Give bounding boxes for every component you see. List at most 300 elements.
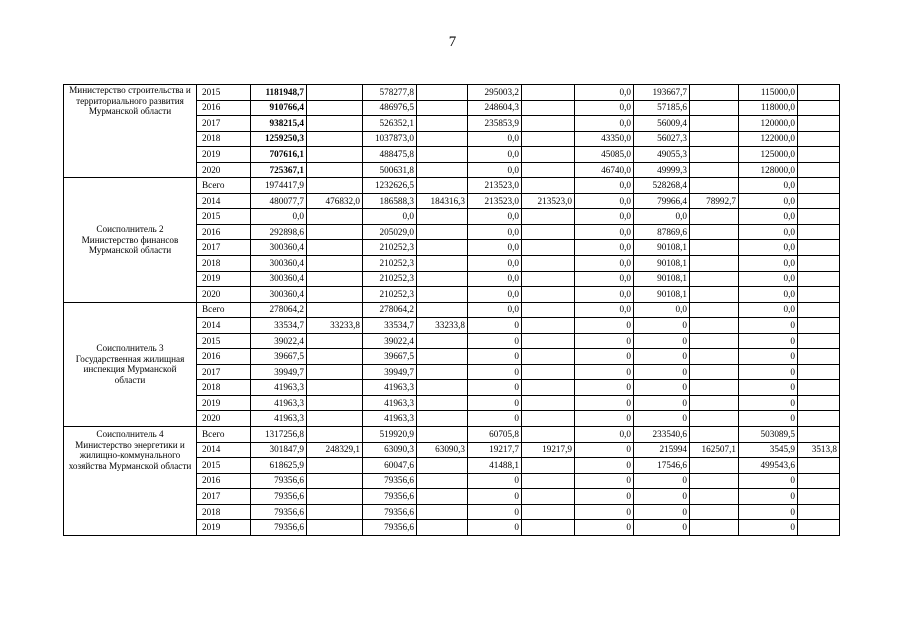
value-cell-c7: 0,0: [575, 178, 634, 194]
value-cell-c8: 0,0: [634, 302, 690, 318]
value-cell-c10: 0: [739, 504, 798, 520]
value-cell-c5: 0: [468, 333, 522, 349]
value-cell-c1: 79356,6: [251, 520, 307, 536]
value-cell-c4: [417, 116, 468, 132]
value-cell-c1: 300360,4: [251, 287, 307, 303]
value-cell-c11: [798, 256, 840, 272]
value-cell-c11: [798, 85, 840, 101]
value-cell-c10: 0: [739, 318, 798, 334]
year-cell: Всего: [197, 302, 251, 318]
value-cell-c4: [417, 504, 468, 520]
value-cell-c3: 578277,8: [363, 85, 417, 101]
value-cell-c4: [417, 224, 468, 240]
value-cell-c10: 0,0: [739, 256, 798, 272]
value-cell-c10: 0,0: [739, 178, 798, 194]
value-cell-c7: 0,0: [575, 240, 634, 256]
value-cell-c3: 210252,3: [363, 240, 417, 256]
executor-cell: Соисполнитель 3 Государственная жилищная инспекция Мурманской области: [64, 302, 197, 426]
value-cell-c2: [307, 178, 363, 194]
year-cell: 2017: [197, 489, 251, 505]
table-body: [64, 85, 840, 536]
value-cell-c11: [798, 349, 840, 365]
value-cell-c2: [307, 287, 363, 303]
value-cell-c1: 79356,6: [251, 473, 307, 489]
value-cell-c5: 295003,2: [468, 85, 522, 101]
value-cell-c11: [798, 318, 840, 334]
value-cell-c3: 39949,7: [363, 364, 417, 380]
value-cell-c4: [417, 395, 468, 411]
value-cell-c8: 49999,3: [634, 162, 690, 178]
value-cell-c2: [307, 473, 363, 489]
value-cell-c2: [307, 411, 363, 427]
value-cell-c7: 0: [575, 349, 634, 365]
value-cell-c1: 41963,3: [251, 380, 307, 396]
value-cell-c7: 46740,0: [575, 162, 634, 178]
value-cell-c10: 3545,9: [739, 442, 798, 458]
value-cell-c2: [307, 504, 363, 520]
value-cell-c3: 210252,3: [363, 271, 417, 287]
value-cell-c9: [690, 520, 739, 536]
value-cell-c11: [798, 100, 840, 116]
value-cell-c5: 248604,3: [468, 100, 522, 116]
value-cell-c6: 19217,9: [522, 442, 575, 458]
value-cell-c11: 3513,8: [798, 442, 840, 458]
value-cell-c10: 0,0: [739, 302, 798, 318]
value-cell-c9: [690, 427, 739, 443]
year-cell: 2015: [197, 85, 251, 101]
value-cell-c5: 0: [468, 489, 522, 505]
value-cell-c4: [417, 162, 468, 178]
value-cell-c1: 618625,9: [251, 458, 307, 474]
value-cell-c5: 0,0: [468, 162, 522, 178]
year-cell: 2015: [197, 333, 251, 349]
value-cell-c11: [798, 520, 840, 536]
year-cell: 2018: [197, 504, 251, 520]
value-cell-c3: 63090,3: [363, 442, 417, 458]
value-cell-c11: [798, 209, 840, 225]
value-cell-c7: 0: [575, 333, 634, 349]
value-cell-c6: [522, 427, 575, 443]
value-cell-c7: 0,0: [575, 271, 634, 287]
value-cell-c4: [417, 411, 468, 427]
value-cell-c9: [690, 240, 739, 256]
value-cell-c5: 0,0: [468, 209, 522, 225]
year-cell: 2019: [197, 271, 251, 287]
year-cell: 2017: [197, 116, 251, 132]
value-cell-c10: 128000,0: [739, 162, 798, 178]
value-cell-c11: [798, 193, 840, 209]
value-cell-c11: [798, 380, 840, 396]
value-cell-c4: [417, 100, 468, 116]
value-cell-c7: 0: [575, 395, 634, 411]
value-cell-c9: [690, 364, 739, 380]
value-cell-c5: 0: [468, 364, 522, 380]
value-cell-c11: [798, 287, 840, 303]
value-cell-c6: [522, 318, 575, 334]
value-cell-c2: [307, 333, 363, 349]
value-cell-c11: [798, 178, 840, 194]
value-cell-c9: [690, 116, 739, 132]
value-cell-c7: 0,0: [575, 224, 634, 240]
value-cell-c8: 87869,6: [634, 224, 690, 240]
year-cell: 2018: [197, 256, 251, 272]
value-cell-c4: [417, 178, 468, 194]
value-cell-c8: 90108,1: [634, 271, 690, 287]
value-cell-c8: 0: [634, 489, 690, 505]
year-cell: Всего: [197, 178, 251, 194]
value-cell-c5: 0: [468, 395, 522, 411]
value-cell-c4: 63090,3: [417, 442, 468, 458]
value-cell-c7: 0,0: [575, 85, 634, 101]
value-cell-c11: [798, 489, 840, 505]
value-cell-c8: 0: [634, 520, 690, 536]
value-cell-c5: 0,0: [468, 224, 522, 240]
value-cell-c4: [417, 256, 468, 272]
value-cell-c3: 60047,6: [363, 458, 417, 474]
value-cell-c2: [307, 240, 363, 256]
value-cell-c11: [798, 147, 840, 163]
value-cell-c4: [417, 333, 468, 349]
value-cell-c2: [307, 256, 363, 272]
value-cell-c9: [690, 131, 739, 147]
value-cell-c11: [798, 302, 840, 318]
value-cell-c6: [522, 473, 575, 489]
value-cell-c1: 79356,6: [251, 489, 307, 505]
value-cell-c8: 0: [634, 333, 690, 349]
value-cell-c10: 503089,5: [739, 427, 798, 443]
value-cell-c5: 19217,7: [468, 442, 522, 458]
value-cell-c4: [417, 147, 468, 163]
value-cell-c4: [417, 458, 468, 474]
value-cell-c9: [690, 271, 739, 287]
value-cell-c11: [798, 271, 840, 287]
value-cell-c11: [798, 504, 840, 520]
value-cell-c10: 0,0: [739, 240, 798, 256]
value-cell-c2: [307, 349, 363, 365]
value-cell-c1: 300360,4: [251, 256, 307, 272]
value-cell-c7: 0: [575, 364, 634, 380]
value-cell-c3: 500631,8: [363, 162, 417, 178]
value-cell-c8: 0: [634, 380, 690, 396]
value-cell-c5: 0: [468, 473, 522, 489]
value-cell-c4: [417, 287, 468, 303]
value-cell-c9: [690, 178, 739, 194]
value-cell-c4: 33233,8: [417, 318, 468, 334]
value-cell-c6: [522, 100, 575, 116]
value-cell-c6: [522, 458, 575, 474]
page-number: 7: [448, 34, 457, 50]
value-cell-c5: 0,0: [468, 287, 522, 303]
value-cell-c7: 0,0: [575, 287, 634, 303]
value-cell-c2: [307, 302, 363, 318]
value-cell-c6: [522, 380, 575, 396]
value-cell-c10: 120000,0: [739, 116, 798, 132]
budget-table: [63, 84, 840, 536]
value-cell-c2: [307, 162, 363, 178]
value-cell-c2: [307, 85, 363, 101]
value-cell-c6: [522, 504, 575, 520]
value-cell-c10: 0: [739, 520, 798, 536]
value-cell-c9: 78992,7: [690, 193, 739, 209]
value-cell-c11: [798, 411, 840, 427]
value-cell-c7: 0,0: [575, 427, 634, 443]
value-cell-c3: 41963,3: [363, 395, 417, 411]
value-cell-c2: [307, 364, 363, 380]
value-cell-c7: 0,0: [575, 116, 634, 132]
value-cell-c9: [690, 411, 739, 427]
value-cell-c9: [690, 209, 739, 225]
year-cell: 2020: [197, 411, 251, 427]
value-cell-c10: 0: [739, 364, 798, 380]
year-cell: 2019: [197, 147, 251, 163]
value-cell-c5: 0: [468, 380, 522, 396]
value-cell-c3: 205029,0: [363, 224, 417, 240]
value-cell-c3: 39022,4: [363, 333, 417, 349]
value-cell-c3: 79356,6: [363, 489, 417, 505]
value-cell-c2: [307, 271, 363, 287]
value-cell-c9: [690, 395, 739, 411]
year-cell: Всего: [197, 427, 251, 443]
value-cell-c5: 0,0: [468, 240, 522, 256]
value-cell-c11: [798, 364, 840, 380]
value-cell-c2: [307, 458, 363, 474]
value-cell-c10: 0,0: [739, 224, 798, 240]
value-cell-c3: 186588,3: [363, 193, 417, 209]
year-cell: 2016: [197, 473, 251, 489]
year-cell: 2017: [197, 364, 251, 380]
value-cell-c10: 0,0: [739, 193, 798, 209]
value-cell-c8: 193667,7: [634, 85, 690, 101]
value-cell-c11: [798, 162, 840, 178]
value-cell-c6: 213523,0: [522, 193, 575, 209]
value-cell-c6: [522, 209, 575, 225]
value-cell-c5: 41488,1: [468, 458, 522, 474]
value-cell-c4: [417, 209, 468, 225]
table-row: [64, 427, 840, 443]
value-cell-c4: [417, 364, 468, 380]
value-cell-c7: 0: [575, 380, 634, 396]
value-cell-c3: 488475,8: [363, 147, 417, 163]
year-cell: 2015: [197, 458, 251, 474]
value-cell-c6: [522, 520, 575, 536]
value-cell-c3: 79356,6: [363, 520, 417, 536]
value-cell-c6: [522, 302, 575, 318]
value-cell-c9: [690, 100, 739, 116]
value-cell-c10: 0: [739, 395, 798, 411]
value-cell-c10: 0,0: [739, 271, 798, 287]
value-cell-c5: 0: [468, 520, 522, 536]
value-cell-c2: [307, 224, 363, 240]
value-cell-c8: 0: [634, 411, 690, 427]
value-cell-c8: 233540,6: [634, 427, 690, 443]
value-cell-c1: 1181948,7: [251, 85, 307, 101]
value-cell-c4: [417, 271, 468, 287]
value-cell-c8: 90108,1: [634, 256, 690, 272]
value-cell-c5: 0: [468, 504, 522, 520]
value-cell-c1: 1317256,8: [251, 427, 307, 443]
value-cell-c10: 0: [739, 333, 798, 349]
value-cell-c1: 278064,2: [251, 302, 307, 318]
value-cell-c6: [522, 116, 575, 132]
value-cell-c8: 528268,4: [634, 178, 690, 194]
value-cell-c9: [690, 473, 739, 489]
value-cell-c1: 910766,4: [251, 100, 307, 116]
value-cell-c5: 0,0: [468, 271, 522, 287]
value-cell-c9: [690, 349, 739, 365]
value-cell-c4: [417, 131, 468, 147]
value-cell-c9: [690, 458, 739, 474]
value-cell-c6: [522, 395, 575, 411]
year-cell: 2018: [197, 131, 251, 147]
value-cell-c4: [417, 473, 468, 489]
year-cell: 2016: [197, 349, 251, 365]
value-cell-c3: 1037873,0: [363, 131, 417, 147]
value-cell-c3: 278064,2: [363, 302, 417, 318]
value-cell-c9: 162507,1: [690, 442, 739, 458]
value-cell-c1: 39667,5: [251, 349, 307, 365]
value-cell-c8: 0: [634, 349, 690, 365]
value-cell-c3: 39667,5: [363, 349, 417, 365]
value-cell-c6: [522, 333, 575, 349]
value-cell-c6: [522, 411, 575, 427]
value-cell-c7: 0: [575, 504, 634, 520]
value-cell-c10: 0: [739, 380, 798, 396]
value-cell-c10: 0: [739, 473, 798, 489]
value-cell-c5: 0: [468, 349, 522, 365]
value-cell-c10: 0: [739, 489, 798, 505]
value-cell-c5: 0,0: [468, 147, 522, 163]
value-cell-c1: 301847,9: [251, 442, 307, 458]
value-cell-c2: [307, 116, 363, 132]
value-cell-c9: [690, 302, 739, 318]
value-cell-c3: 41963,3: [363, 380, 417, 396]
value-cell-c10: 0: [739, 349, 798, 365]
value-cell-c6: [522, 364, 575, 380]
value-cell-c5: 0: [468, 318, 522, 334]
value-cell-c8: 0: [634, 473, 690, 489]
value-cell-c7: 0,0: [575, 302, 634, 318]
value-cell-c8: 0,0: [634, 209, 690, 225]
value-cell-c6: [522, 131, 575, 147]
value-cell-c9: [690, 380, 739, 396]
value-cell-c1: 725367,1: [251, 162, 307, 178]
value-cell-c10: 0,0: [739, 287, 798, 303]
value-cell-c11: [798, 240, 840, 256]
value-cell-c5: 213523,0: [468, 178, 522, 194]
executor-cell: Соисполнитель 2 Министерство финансов Мурманской области: [64, 178, 197, 302]
value-cell-c3: 486976,5: [363, 100, 417, 116]
value-cell-c5: 0: [468, 411, 522, 427]
value-cell-c11: [798, 458, 840, 474]
value-cell-c11: [798, 427, 840, 443]
value-cell-c1: 292898,6: [251, 224, 307, 240]
value-cell-c4: [417, 489, 468, 505]
year-cell: 2016: [197, 224, 251, 240]
value-cell-c4: [417, 380, 468, 396]
value-cell-c5: 213523,0: [468, 193, 522, 209]
value-cell-c6: [522, 240, 575, 256]
value-cell-c9: [690, 333, 739, 349]
value-cell-c5: 60705,8: [468, 427, 522, 443]
value-cell-c1: 41963,3: [251, 411, 307, 427]
executor-cell: Министерство строительства и территориального развития Мурманской области: [64, 85, 197, 178]
value-cell-c8: 90108,1: [634, 240, 690, 256]
value-cell-c2: 476832,0: [307, 193, 363, 209]
table-row: [64, 302, 840, 318]
value-cell-c1: 707616,1: [251, 147, 307, 163]
value-cell-c7: 45085,0: [575, 147, 634, 163]
year-cell: 2020: [197, 162, 251, 178]
value-cell-c8: 57185,6: [634, 100, 690, 116]
table-row: [64, 178, 840, 194]
value-cell-c1: 300360,4: [251, 271, 307, 287]
value-cell-c2: [307, 100, 363, 116]
value-cell-c1: 39949,7: [251, 364, 307, 380]
value-cell-c1: 938215,4: [251, 116, 307, 132]
value-cell-c3: 526352,1: [363, 116, 417, 132]
value-cell-c6: [522, 178, 575, 194]
value-cell-c11: [798, 131, 840, 147]
executor-cell: Соисполнитель 4 Министерство энергетики и жилищно-коммунального хозяйства Мурманской области: [64, 427, 197, 536]
year-cell: 2014: [197, 318, 251, 334]
value-cell-c6: [522, 256, 575, 272]
value-cell-c9: [690, 256, 739, 272]
value-cell-c8: 0: [634, 395, 690, 411]
value-cell-c10: 0,0: [739, 209, 798, 225]
value-cell-c8: 0: [634, 364, 690, 380]
value-cell-c6: [522, 349, 575, 365]
value-cell-c6: [522, 147, 575, 163]
value-cell-c2: [307, 147, 363, 163]
value-cell-c3: 210252,3: [363, 256, 417, 272]
value-cell-c6: [522, 271, 575, 287]
value-cell-c2: [307, 395, 363, 411]
value-cell-c5: 235853,9: [468, 116, 522, 132]
value-cell-c1: 39022,4: [251, 333, 307, 349]
value-cell-c8: 49055,3: [634, 147, 690, 163]
year-cell: 2019: [197, 395, 251, 411]
value-cell-c3: 1232626,5: [363, 178, 417, 194]
value-cell-c4: [417, 520, 468, 536]
value-cell-c2: [307, 209, 363, 225]
value-cell-c7: 0,0: [575, 100, 634, 116]
value-cell-c1: 1259250,3: [251, 131, 307, 147]
value-cell-c8: 17546,6: [634, 458, 690, 474]
value-cell-c7: 0,0: [575, 209, 634, 225]
value-cell-c4: [417, 85, 468, 101]
value-cell-c6: [522, 85, 575, 101]
value-cell-c5: 0,0: [468, 302, 522, 318]
value-cell-c5: 0,0: [468, 256, 522, 272]
value-cell-c7: 43350,0: [575, 131, 634, 147]
value-cell-c11: [798, 333, 840, 349]
value-cell-c2: [307, 489, 363, 505]
value-cell-c8: 56009,4: [634, 116, 690, 132]
value-cell-c1: 480077,7: [251, 193, 307, 209]
year-cell: 2015: [197, 209, 251, 225]
value-cell-c7: 0: [575, 442, 634, 458]
value-cell-c7: 0: [575, 473, 634, 489]
value-cell-c1: 0,0: [251, 209, 307, 225]
value-cell-c3: 519920,9: [363, 427, 417, 443]
value-cell-c9: [690, 147, 739, 163]
value-cell-c4: 184316,3: [417, 193, 468, 209]
value-cell-c3: 79356,6: [363, 504, 417, 520]
value-cell-c6: [522, 162, 575, 178]
value-cell-c8: 215994: [634, 442, 690, 458]
value-cell-c8: 79966,4: [634, 193, 690, 209]
value-cell-c4: [417, 427, 468, 443]
